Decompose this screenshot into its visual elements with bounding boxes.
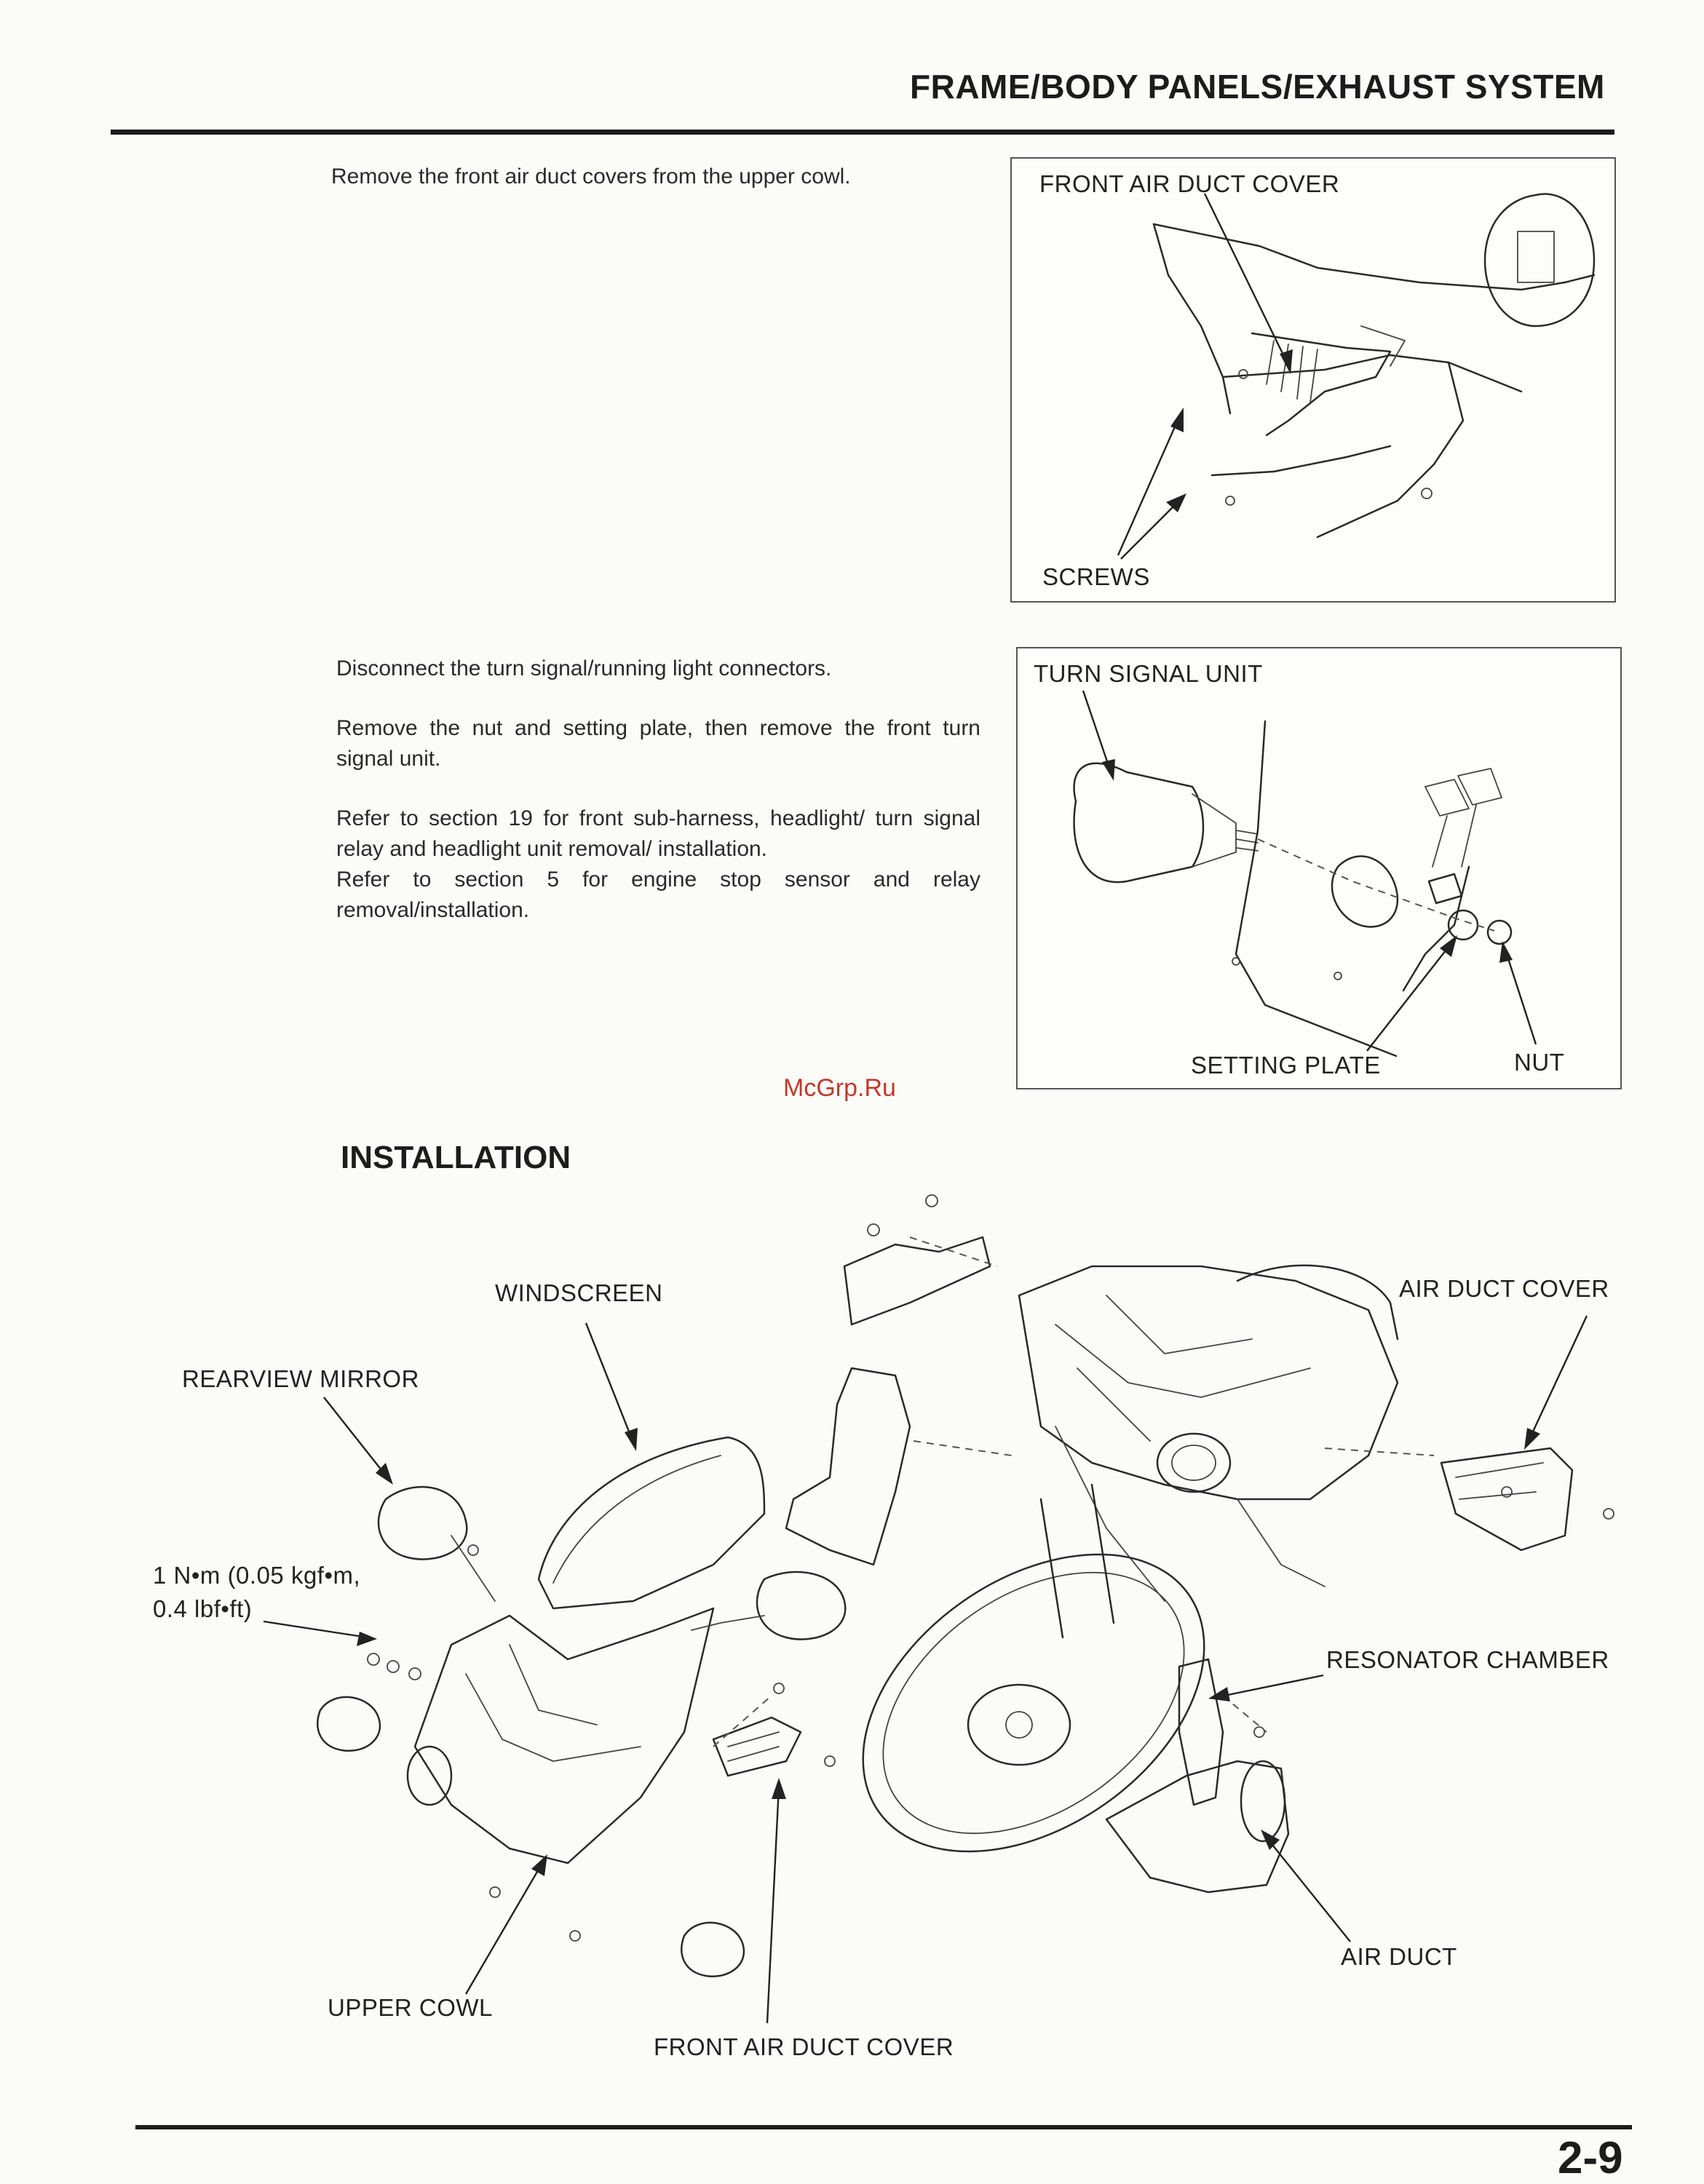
- callout-torque-line-2: 0.4 lbf•ft): [153, 1595, 253, 1622]
- callout-rearview-mirror: REARVIEW MIRROR: [182, 1365, 419, 1392]
- callout-setting-plate: SETTING PLATE: [1191, 1052, 1381, 1079]
- installation-heading: INSTALLATION: [341, 1140, 571, 1175]
- removal-step-4: Refer to section 19 for front sub-harness, headlight/ turn signal relay and headlight unit removal/ installation.: [336, 806, 980, 861]
- callout-screws: SCREWS: [1042, 563, 1150, 590]
- callout-resonator-chamber: RESONATOR CHAMBER: [1326, 1646, 1609, 1673]
- removal-step-1: Remove the front air duct covers from the upper cowl.: [331, 164, 851, 188]
- callout-nut: NUT: [1514, 1049, 1565, 1076]
- callout-windscreen: WINDSCREEN: [495, 1279, 663, 1306]
- footer-rule: [135, 2125, 1632, 2129]
- removal-step-2: Disconnect the turn signal/running light connectors.: [336, 656, 832, 680]
- callout-front-air-duct-cover: FRONT AIR DUCT COVER: [1039, 170, 1340, 197]
- callout-front-air-duct-cover-install: FRONT AIR DUCT COVER: [654, 2033, 954, 2060]
- callout-air-duct: AIR DUCT: [1341, 1943, 1457, 1970]
- removal-step-3: Remove the nut and setting plate, then remove the front turn signal unit.: [336, 716, 980, 771]
- callout-upper-cowl: UPPER COWL: [328, 1994, 493, 2021]
- page-number: 2-9: [1558, 2133, 1623, 2183]
- callout-turn-signal-unit: TURN SIGNAL UNIT: [1034, 660, 1263, 687]
- callout-torque-line-1: 1 N•m (0.05 kgf•m,: [153, 1562, 361, 1589]
- page-header-title: FRAME/BODY PANELS/EXHAUST SYSTEM: [910, 68, 1605, 106]
- watermark: McGrp.Ru: [783, 1074, 896, 1102]
- removal-step-5: Refer to section 5 for engine stop sensor and relay removal/installation.: [336, 867, 980, 922]
- callout-air-duct-cover: AIR DUCT COVER: [1399, 1275, 1609, 1302]
